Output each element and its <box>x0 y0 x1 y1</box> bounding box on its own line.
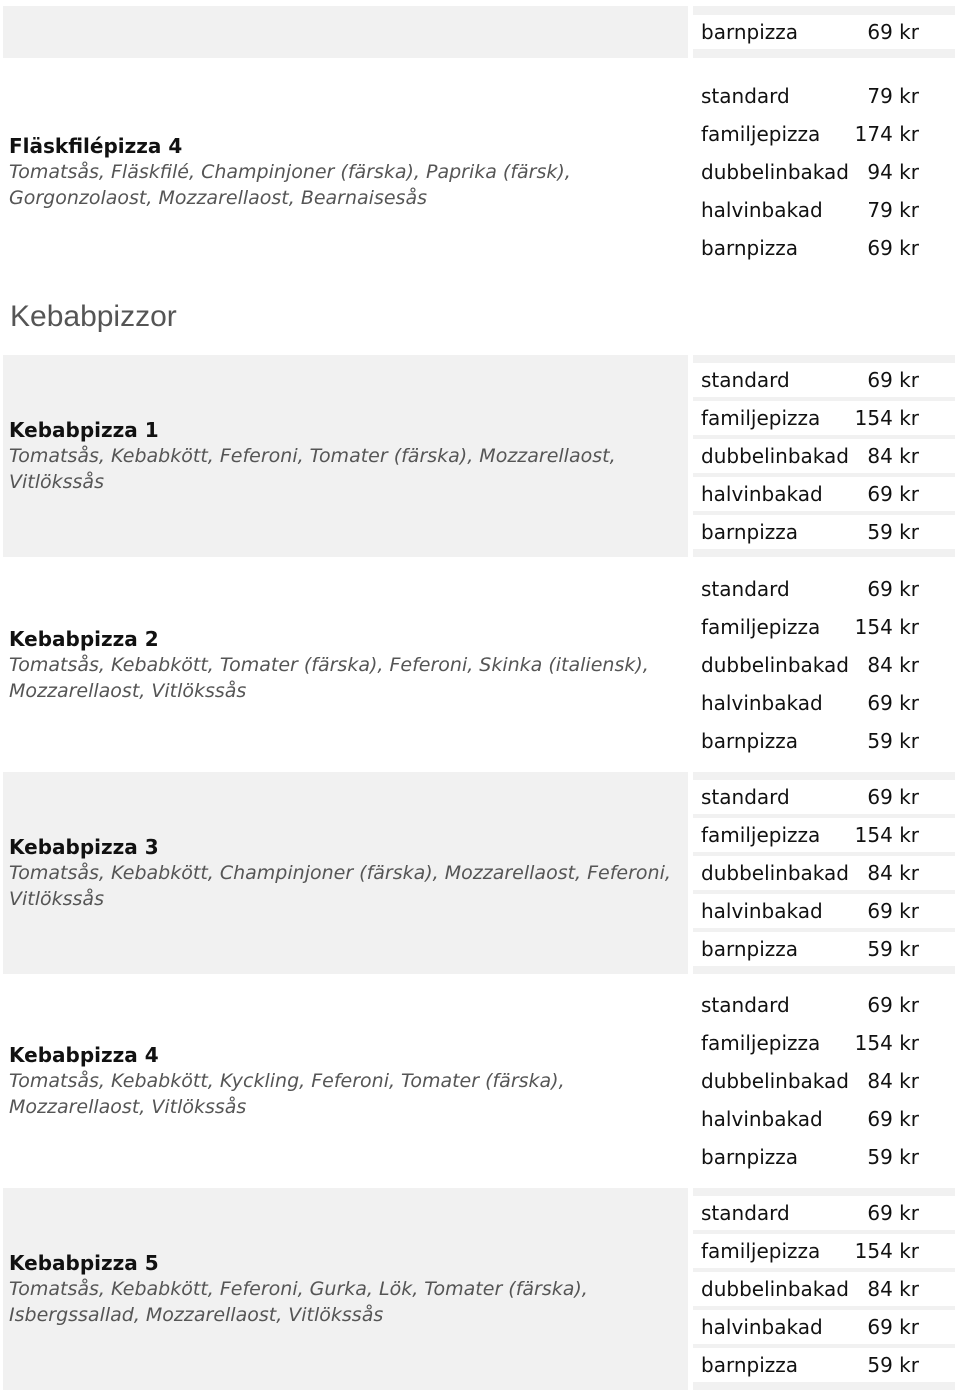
price-value: 59 kr <box>867 1353 919 1377</box>
price-row <box>693 1196 955 1230</box>
size-label: barnpizza <box>701 520 799 544</box>
price-row <box>693 117 955 151</box>
size-label: standard <box>701 577 790 601</box>
price-row <box>693 231 955 265</box>
size-label: barnpizza <box>701 1353 799 1377</box>
item-info <box>3 980 688 1182</box>
price-value: 69 kr <box>867 993 919 1017</box>
price-row <box>693 988 955 1022</box>
price-value: 59 kr <box>867 520 919 544</box>
price-row <box>693 1064 955 1098</box>
price-value: 69 kr <box>867 482 919 506</box>
item-description: Tomatsås, Kebabkött, Feferoni, Gurka, Lök, Tomater (färska), Isbergssallad, Mozzarellaost, Vitlökssås <box>9 1278 588 1326</box>
price-list <box>693 62 955 282</box>
price-value: 69 kr <box>867 785 919 809</box>
price-list <box>693 565 955 765</box>
item-name: Kebabpizza 4 <box>9 1043 159 1067</box>
size-label: barnpizza <box>701 1145 799 1169</box>
price-value: 69 kr <box>867 691 919 715</box>
price-row <box>693 610 955 644</box>
partial-item-info <box>3 6 688 58</box>
size-label: familjepizza <box>701 122 821 146</box>
item-description: Tomatsås, Kebabkött, Kyckling, Feferoni, Tomater (färska), Mozzarellaost, Vitlökssås <box>9 1070 565 1118</box>
price-row <box>693 856 955 890</box>
price-row <box>693 648 955 682</box>
price-value: 69 kr <box>867 368 919 392</box>
price-value: 84 kr <box>867 444 919 468</box>
section-title: Kebabpizzor <box>10 300 177 333</box>
size-label: standard <box>701 84 790 108</box>
price-value: 174 kr <box>854 122 919 146</box>
price-value: 154 kr <box>854 615 919 639</box>
menu-item <box>0 980 958 1182</box>
menu-item <box>0 1188 958 1390</box>
size-label: familjepizza <box>701 615 821 639</box>
size-label: standard <box>701 368 790 392</box>
size-label: familjepizza <box>701 823 821 847</box>
price-row <box>693 1140 955 1174</box>
price-row <box>693 155 955 189</box>
price-value: 84 kr <box>867 653 919 677</box>
size-label: dubbelinbakad <box>701 444 849 468</box>
price-row <box>693 932 955 966</box>
item-info <box>3 1188 688 1390</box>
price-value: 84 kr <box>867 1069 919 1093</box>
price-row <box>693 780 955 814</box>
price-row <box>693 193 955 227</box>
price-row <box>693 401 955 435</box>
size-label: familjepizza <box>701 1239 821 1263</box>
size-label: dubbelinbakad <box>701 160 849 184</box>
price-value: 69 kr <box>867 236 919 260</box>
price-value: 79 kr <box>867 198 919 222</box>
price-list <box>693 1188 955 1390</box>
price-value: 59 kr <box>867 937 919 961</box>
item-info <box>3 772 688 974</box>
menu-item <box>0 355 958 557</box>
size-label: dubbelinbakad <box>701 1277 849 1301</box>
item-name: Fläskfilépizza 4 <box>9 134 183 158</box>
size-label: standard <box>701 785 790 809</box>
price-list <box>693 355 955 557</box>
size-label: halvinbakad <box>701 691 823 715</box>
price-row <box>693 1272 955 1306</box>
price-row <box>693 1348 955 1382</box>
size-label: standard <box>701 993 790 1017</box>
price-row <box>693 79 955 113</box>
price-value: 59 kr <box>867 729 919 753</box>
price-row <box>693 363 955 397</box>
price-value: 69 kr <box>867 1107 919 1131</box>
size-label: barnpizza <box>701 20 799 44</box>
item-description: Tomatsås, Kebabkött, Champinjoner (färska), Mozzarellaost, Feferoni, Vitlökssås <box>9 862 671 910</box>
item-description: Tomatsås, Fläskfilé, Champinjoner (färska), Paprika (färsk), Gorgonzolaost, Mozzarellaost, Bearnaisesås <box>9 161 571 209</box>
price-value: 79 kr <box>867 84 919 108</box>
size-label: halvinbakad <box>701 899 823 923</box>
menu-item <box>0 62 958 282</box>
price-row <box>693 515 955 549</box>
price-row <box>693 1102 955 1136</box>
size-label: halvinbakad <box>701 482 823 506</box>
item-info <box>3 355 688 557</box>
partial-menu-item <box>0 6 958 58</box>
size-label: halvinbakad <box>701 1107 823 1131</box>
price-row <box>693 1310 955 1344</box>
size-label: familjepizza <box>701 406 821 430</box>
item-info <box>3 62 688 282</box>
price-row <box>693 686 955 720</box>
price-row <box>693 572 955 606</box>
price-value: 154 kr <box>854 1031 919 1055</box>
menu-item <box>0 772 958 974</box>
price-row <box>693 724 955 758</box>
size-label: barnpizza <box>701 236 799 260</box>
price-row <box>693 894 955 928</box>
item-description: Tomatsås, Kebabkött, Tomater (färska), Feferoni, Skinka (italiensk), Mozzarellaost, Vitlökssås <box>9 654 649 702</box>
item-name: Kebabpizza 1 <box>9 418 159 442</box>
size-label: dubbelinbakad <box>701 861 849 885</box>
price-value: 69 kr <box>867 577 919 601</box>
price-value: 84 kr <box>867 861 919 885</box>
price-row <box>693 477 955 511</box>
item-name: Kebabpizza 3 <box>9 835 159 859</box>
price-value: 69 kr <box>867 1201 919 1225</box>
price-value: 84 kr <box>867 1277 919 1301</box>
size-label: barnpizza <box>701 729 799 753</box>
price-value: 69 kr <box>867 1315 919 1339</box>
price-value: 69 kr <box>867 899 919 923</box>
size-label: dubbelinbakad <box>701 1069 849 1093</box>
size-label: standard <box>701 1201 790 1225</box>
price-row <box>693 818 955 852</box>
price-value: 59 kr <box>867 1145 919 1169</box>
price-row <box>693 1026 955 1060</box>
price-value: 154 kr <box>854 1239 919 1263</box>
item-description: Tomatsås, Kebabkött, Feferoni, Tomater (färska), Mozzarellaost, Vitlökssås <box>9 445 616 493</box>
price-value: 154 kr <box>854 406 919 430</box>
size-label: familjepizza <box>701 1031 821 1055</box>
size-label: halvinbakad <box>701 1315 823 1339</box>
price-list <box>693 6 955 58</box>
price-value: 154 kr <box>854 823 919 847</box>
price-value: 94 kr <box>867 160 919 184</box>
size-label: dubbelinbakad <box>701 653 849 677</box>
price-list <box>693 980 955 1182</box>
price-value: 69 kr <box>867 20 919 44</box>
size-label: halvinbakad <box>701 198 823 222</box>
menu-item <box>0 565 958 765</box>
item-info <box>3 565 688 765</box>
price-row <box>693 15 955 49</box>
size-label: barnpizza <box>701 937 799 961</box>
price-row <box>693 1234 955 1268</box>
price-list <box>693 772 955 974</box>
item-name: Kebabpizza 5 <box>9 1251 159 1275</box>
price-row <box>693 439 955 473</box>
item-name: Kebabpizza 2 <box>9 627 159 651</box>
